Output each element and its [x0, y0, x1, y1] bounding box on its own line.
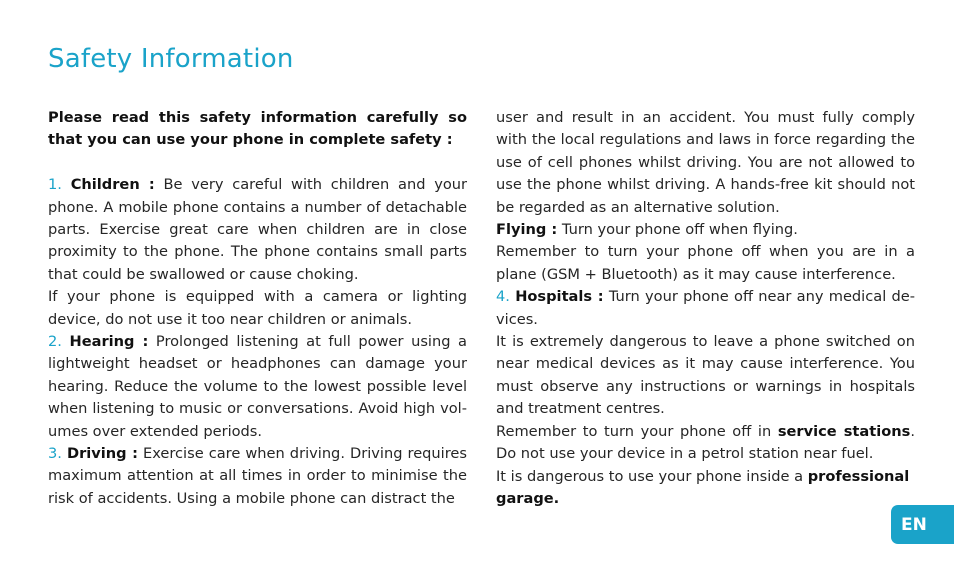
section-number: 1.: [48, 176, 62, 194]
section-driving: [48, 443, 467, 510]
section-heading: Hearing :: [69, 333, 149, 351]
section-text: Prolonged listening at full power using a lightweight headset or headphones can damage your hearing. Reduce the volume to the lowest possible level when listening to music or conversations. Avoid high vol-umes over extended periods.: [48, 333, 468, 440]
page-title: Safety Information: [48, 44, 294, 74]
section-heading: Driving :: [66, 445, 138, 463]
section-number: 2.: [48, 333, 62, 351]
section-heading: Hospitals :: [515, 288, 604, 306]
right-column: [496, 107, 915, 510]
section-hospitals: [496, 286, 915, 331]
section-hearing: [48, 331, 467, 443]
emphasis-text: service stations: [777, 422, 911, 440]
section-text: Be very careful with children and your phone. A mobile phone contains a number of detachable parts. Exercise great care when children are in close proximity to the phone. The phone contains small parts that could be swallowed or cause choking.: [48, 176, 468, 283]
garage-paragraph: [496, 466, 915, 511]
language-badge: EN: [891, 505, 954, 544]
spacer: [48, 152, 467, 174]
section-number: 4.: [496, 288, 510, 306]
section-hospitals-extra: It is extremely dangerous to leave a phone switched on near medical devices as it may cause interference. You must observe any instructions or warnings in hospitals and treatment centres.: [496, 333, 915, 418]
paragraph-text: . Do not use your device in a petrol station near fuel.: [496, 422, 915, 463]
left-column: [48, 107, 467, 510]
paragraph-text: It is dangerous to use your phone inside a: [496, 467, 804, 485]
section-flying-extra: Remember to turn your phone off when you are in a plane (GSM + Bluetooth) as it may cause interference.: [496, 243, 915, 283]
section-heading: Children :: [70, 176, 155, 194]
section-flying: [496, 219, 915, 241]
section-text: Turn your phone off when flying.: [561, 221, 798, 239]
driving-continued: user and result in an accident. You must fully comply with the local regulations and laws in force regarding the use of cell phones whilst driving. You are not allowed to use the phone whilst driving. A hands-free kit should not be regarded as an alternative solution.: [496, 109, 915, 216]
section-children-extra: If your phone is equipped with a camera or lighting device, do not use it too near children or animals.: [48, 288, 467, 328]
service-stations-paragraph: [496, 421, 915, 466]
section-text: Exercise care when driving. Driving requires maximum attention at all times in order to minimise the risk of accidents. Using a mobile phone can distract the: [48, 445, 467, 507]
intro-text: Please read this safety information carefully so that you can use your phone in complete safety :: [48, 109, 467, 149]
section-heading: Flying :: [496, 221, 558, 239]
emphasis-text: professional garage.: [496, 467, 910, 507]
section-number: 3.: [48, 445, 62, 463]
paragraph-text: Remember to turn your phone off in: [496, 422, 772, 440]
section-children: [48, 174, 467, 286]
section-text: Turn your phone off near any medical de-vices.: [496, 288, 916, 328]
